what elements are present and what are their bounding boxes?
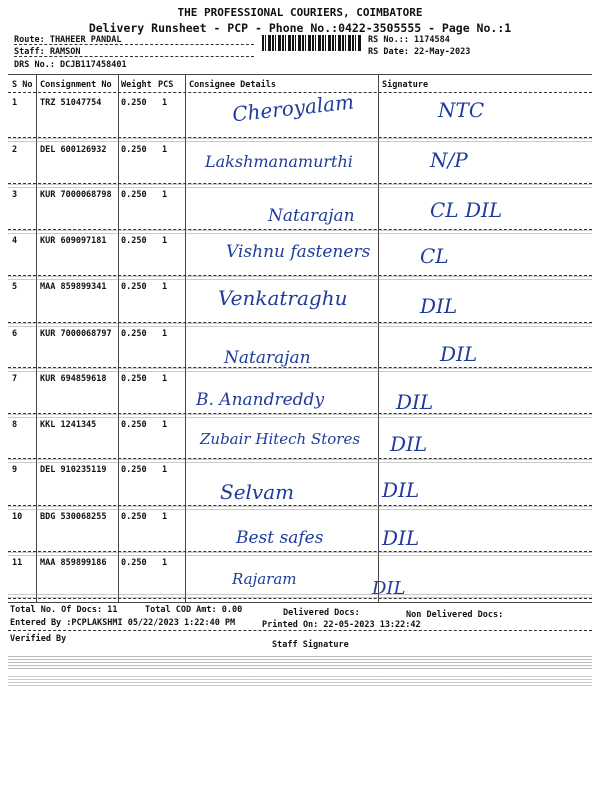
row-consignment: DEL 910235119 xyxy=(40,465,107,475)
column-divider xyxy=(36,74,37,602)
row-sno: 1 xyxy=(12,98,18,108)
col-header-consignee: Consignee Details xyxy=(189,80,276,90)
signature-handwriting: DIL xyxy=(372,578,406,599)
row-weight: 0.250 xyxy=(121,465,147,475)
company-name: THE PROFESSIONAL COURIERS, COIMBATORE xyxy=(177,6,423,19)
drs-number: DRS No.: DCJB117458401 xyxy=(14,60,127,70)
row-consignment: KUR 609097181 xyxy=(40,236,107,246)
row-pcs: 1 xyxy=(162,145,168,155)
row-weight: 0.250 xyxy=(121,98,147,108)
signature-handwriting: DIL xyxy=(382,478,420,502)
row-consignment: DEL 600126932 xyxy=(40,145,107,155)
signature-handwriting: CL DIL xyxy=(430,198,503,222)
row-weight: 0.250 xyxy=(121,329,147,339)
delivered-docs: Delivered Docs: xyxy=(283,608,360,618)
column-divider xyxy=(378,74,379,602)
consignee-handwriting: Natarajan xyxy=(268,206,355,226)
consignee-handwriting: Selvam xyxy=(220,480,295,504)
signature-handwriting: DIL xyxy=(440,342,478,366)
scan-artifact xyxy=(8,676,592,686)
row-sno: 2 xyxy=(12,145,18,155)
row-sno: 4 xyxy=(12,236,18,246)
signature-handwriting: CL xyxy=(420,244,449,268)
row-sno: 3 xyxy=(12,190,18,200)
row-consignment: KKL 1241345 xyxy=(40,420,97,430)
consignee-handwriting: Zubair Hitech Stores xyxy=(200,430,361,448)
row-sno: 9 xyxy=(12,465,18,475)
verified-by: Verified By xyxy=(10,634,67,644)
row-pcs: 1 xyxy=(162,374,168,384)
consignee-handwriting: Natarajan xyxy=(224,348,311,368)
row-sno: 5 xyxy=(12,282,18,292)
staff-label: Staff: RAMSON xyxy=(14,47,81,57)
table-top-rule xyxy=(8,74,592,75)
scan-artifact xyxy=(8,656,592,670)
signature-handwriting: NTC xyxy=(438,98,485,122)
row-weight: 0.250 xyxy=(121,512,147,522)
signature-handwriting: DIL xyxy=(420,294,458,318)
consignee-handwriting: Cheroyalam xyxy=(231,89,356,127)
row-weight: 0.250 xyxy=(121,282,147,292)
row-weight: 0.250 xyxy=(121,145,147,155)
runsheet-title: Delivery Runsheet - PCP - Phone No.:0422-3505555 - Page No.:1 xyxy=(88,21,512,35)
signature-handwriting: N/P xyxy=(430,148,468,172)
column-divider xyxy=(185,74,186,602)
row-weight: 0.250 xyxy=(121,420,147,430)
col-header-weight: Weight xyxy=(121,80,152,90)
barcode xyxy=(262,35,362,51)
signature-handwriting: DIL xyxy=(390,432,428,456)
signature-handwriting: DIL xyxy=(382,526,420,550)
row-consignment: MAA 859899186 xyxy=(40,558,107,568)
total-cod: Total COD Amt: 0.00 xyxy=(145,605,243,615)
rs-date: RS Date: 22-May-2023 xyxy=(368,47,471,57)
row-pcs: 1 xyxy=(162,236,168,246)
column-divider xyxy=(118,74,119,602)
row-pcs: 1 xyxy=(162,558,168,568)
row-pcs: 1 xyxy=(162,190,168,200)
row-consignment: KUR 694859618 xyxy=(40,374,107,384)
row-pcs: 1 xyxy=(162,98,168,108)
row-consignment: BDG 530068255 xyxy=(40,512,107,522)
col-header-signature: Signature xyxy=(382,80,429,90)
entered-by: Entered By :PCPLAKSHMI 05/22/2023 1:22:40 PM xyxy=(10,618,236,628)
row-weight: 0.250 xyxy=(121,190,147,200)
row-sno: 7 xyxy=(12,374,18,384)
row-weight: 0.250 xyxy=(121,374,147,384)
route-label: Route: THAHEER PANDAL xyxy=(14,35,122,45)
row-pcs: 1 xyxy=(162,420,168,430)
non-delivered-docs: Non Delivered Docs: xyxy=(406,610,504,620)
col-header-sno: S No xyxy=(12,80,33,90)
consignee-handwriting: Venkatraghu xyxy=(218,286,348,310)
col-header-pcs: PCS xyxy=(158,80,174,90)
staff-signature-label: Staff Signature xyxy=(272,640,349,650)
row-sno: 11 xyxy=(12,558,23,568)
rs-number: RS No.:: 1174584 xyxy=(368,35,450,45)
signature-handwriting: DIL xyxy=(396,390,434,414)
row-pcs: 1 xyxy=(162,465,168,475)
row-weight: 0.250 xyxy=(121,236,147,246)
row-consignment: MAA 859899341 xyxy=(40,282,107,292)
consignee-handwriting: Vishnu fasteners xyxy=(226,242,371,262)
row-sno: 8 xyxy=(12,420,18,430)
consignee-handwriting: Lakshmanamurthi xyxy=(205,152,353,171)
row-sno: 10 xyxy=(12,512,23,522)
row-consignment: KUR 7000068797 xyxy=(40,329,112,339)
row-pcs: 1 xyxy=(162,329,168,339)
consignee-handwriting: Best safes xyxy=(236,528,324,548)
row-pcs: 1 xyxy=(162,512,168,522)
row-consignment: TRZ 51047754 xyxy=(40,98,102,108)
consignee-handwriting: B. Anandreddy xyxy=(196,390,325,410)
consignee-handwriting: Rajaram xyxy=(232,570,297,588)
row-pcs: 1 xyxy=(162,282,168,292)
total-docs: Total No. Of Docs: 11 xyxy=(10,605,118,615)
col-header-consignment: Consignment No xyxy=(40,80,112,90)
printed-on: Printed On: 22-05-2023 13:22:42 xyxy=(262,620,421,630)
row-sno: 6 xyxy=(12,329,18,339)
table-header-rule xyxy=(8,92,592,93)
row-consignment: KUR 7000068798 xyxy=(40,190,112,200)
row-weight: 0.250 xyxy=(121,558,147,568)
